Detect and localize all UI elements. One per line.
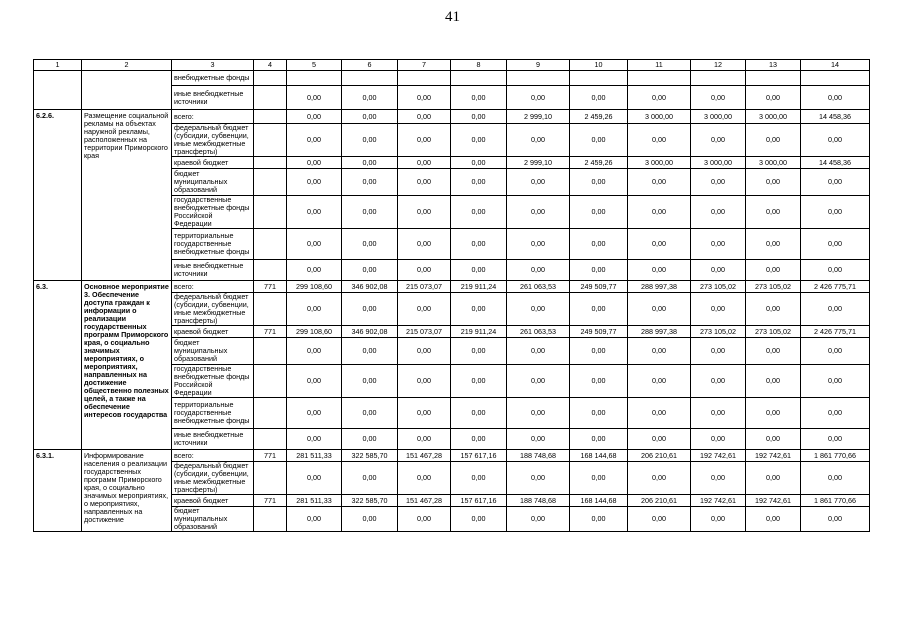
- value-cell: 0,00: [570, 507, 628, 532]
- grbs-code: 771: [254, 281, 287, 293]
- grbs-code: [254, 260, 287, 281]
- value-cell: 1 861 770,66: [801, 450, 870, 462]
- value-cell: 0,00: [507, 86, 570, 110]
- value-cell: 0,00: [691, 398, 746, 429]
- value-cell: 0,00: [287, 398, 342, 429]
- value-cell: 192 742,61: [746, 450, 801, 462]
- value-cell: 288 997,38: [628, 326, 691, 338]
- value-cell: 188 748,68: [507, 450, 570, 462]
- value-cell: 249 509,77: [570, 281, 628, 293]
- value-cell: 14 458,36: [801, 157, 870, 169]
- value-cell: 2 459,26: [570, 110, 628, 124]
- row-code: 6.3.: [34, 281, 82, 450]
- header-cell: 13: [746, 60, 801, 71]
- value-cell: 0,00: [801, 365, 870, 398]
- grbs-code: [254, 229, 287, 260]
- value-cell: 0,00: [691, 365, 746, 398]
- value-cell: 3 000,00: [746, 110, 801, 124]
- value-cell: 0,00: [801, 507, 870, 532]
- value-cell: 215 073,07: [398, 326, 451, 338]
- value-cell: 273 105,02: [746, 281, 801, 293]
- value-cell: 0,00: [628, 229, 691, 260]
- value-cell: 0,00: [746, 507, 801, 532]
- grbs-code: 771: [254, 495, 287, 507]
- value-cell: 0,00: [570, 124, 628, 157]
- value-cell: 0,00: [398, 338, 451, 365]
- header-cell: 5: [287, 60, 342, 71]
- funding-source: бюджет муниципальных образований: [172, 507, 254, 532]
- value-cell: 0,00: [801, 169, 870, 196]
- header-cell: 4: [254, 60, 287, 71]
- value-cell: [398, 71, 451, 86]
- value-cell: 0,00: [507, 507, 570, 532]
- value-cell: 0,00: [342, 124, 398, 157]
- value-cell: 0,00: [451, 398, 507, 429]
- value-cell: 261 063,53: [507, 281, 570, 293]
- value-cell: 0,00: [342, 398, 398, 429]
- value-cell: 0,00: [398, 398, 451, 429]
- funding-source: государственные внебюджетные фонды Российской Федерации: [172, 196, 254, 229]
- value-cell: 0,00: [451, 429, 507, 450]
- funding-source: краевой бюджет: [172, 157, 254, 169]
- value-cell: 0,00: [287, 196, 342, 229]
- value-cell: 0,00: [746, 229, 801, 260]
- grbs-code: [254, 169, 287, 196]
- grbs-code: [254, 507, 287, 532]
- value-cell: 0,00: [342, 157, 398, 169]
- grbs-code: [254, 71, 287, 86]
- value-cell: 0,00: [801, 462, 870, 495]
- value-cell: 0,00: [398, 169, 451, 196]
- value-cell: 2 426 775,71: [801, 326, 870, 338]
- value-cell: 0,00: [691, 229, 746, 260]
- value-cell: 0,00: [398, 507, 451, 532]
- value-cell: 2 426 775,71: [801, 281, 870, 293]
- value-cell: 3 000,00: [746, 157, 801, 169]
- value-cell: [342, 71, 398, 86]
- value-cell: 0,00: [570, 293, 628, 326]
- value-cell: 0,00: [801, 86, 870, 110]
- value-cell: 0,00: [507, 124, 570, 157]
- grbs-code: [254, 110, 287, 124]
- value-cell: 0,00: [342, 338, 398, 365]
- value-cell: 192 742,61: [691, 495, 746, 507]
- value-cell: 188 748,68: [507, 495, 570, 507]
- header-cell: 12: [691, 60, 746, 71]
- row-name: Размещение социальной рекламы на объектах наружной рекламы, расположенных на территории Приморского края: [82, 110, 172, 281]
- value-cell: 0,00: [801, 429, 870, 450]
- value-cell: 0,00: [342, 429, 398, 450]
- header-cell: 9: [507, 60, 570, 71]
- value-cell: 0,00: [342, 110, 398, 124]
- grbs-code: 771: [254, 450, 287, 462]
- table-row: [34, 450, 870, 462]
- value-cell: 0,00: [691, 196, 746, 229]
- funding-source: краевой бюджет: [172, 495, 254, 507]
- funding-source: федеральный бюджет (субсидии, субвенции, иные межбюджетные трансферты): [172, 462, 254, 495]
- value-cell: 0,00: [801, 260, 870, 281]
- value-cell: 0,00: [801, 338, 870, 365]
- value-cell: 0,00: [287, 229, 342, 260]
- value-cell: 0,00: [451, 260, 507, 281]
- value-cell: 0,00: [691, 507, 746, 532]
- value-cell: 151 467,28: [398, 450, 451, 462]
- value-cell: 0,00: [342, 86, 398, 110]
- value-cell: 0,00: [342, 507, 398, 532]
- value-cell: 219 911,24: [451, 281, 507, 293]
- value-cell: [570, 71, 628, 86]
- value-cell: 2 999,10: [507, 110, 570, 124]
- header-cell: 14: [801, 60, 870, 71]
- value-cell: 0,00: [628, 462, 691, 495]
- value-cell: 0,00: [507, 462, 570, 495]
- value-cell: 219 911,24: [451, 326, 507, 338]
- value-cell: 0,00: [801, 398, 870, 429]
- value-cell: 0,00: [398, 229, 451, 260]
- value-cell: 192 742,61: [691, 450, 746, 462]
- value-cell: 3 000,00: [628, 157, 691, 169]
- value-cell: 0,00: [570, 365, 628, 398]
- header-cell: 2: [82, 60, 172, 71]
- grbs-code: [254, 462, 287, 495]
- header-cell: 8: [451, 60, 507, 71]
- value-cell: 0,00: [570, 229, 628, 260]
- table-row: [34, 281, 870, 293]
- value-cell: 1 861 770,66: [801, 495, 870, 507]
- value-cell: 0,00: [287, 86, 342, 110]
- value-cell: 0,00: [398, 196, 451, 229]
- value-cell: 288 997,38: [628, 281, 691, 293]
- value-cell: 0,00: [628, 398, 691, 429]
- funding-source: государственные внебюджетные фонды Российской Федерации: [172, 365, 254, 398]
- value-cell: 0,00: [287, 507, 342, 532]
- funding-source: иные внебюджетные источники: [172, 86, 254, 110]
- header-cell: 10: [570, 60, 628, 71]
- value-cell: 0,00: [746, 338, 801, 365]
- value-cell: 0,00: [507, 293, 570, 326]
- value-cell: 0,00: [570, 169, 628, 196]
- value-cell: 0,00: [398, 86, 451, 110]
- value-cell: 206 210,61: [628, 450, 691, 462]
- value-cell: 3 000,00: [691, 110, 746, 124]
- value-cell: 0,00: [746, 398, 801, 429]
- value-cell: [801, 71, 870, 86]
- row-code: [34, 71, 82, 110]
- value-cell: 2 999,10: [507, 157, 570, 169]
- value-cell: 273 105,02: [691, 281, 746, 293]
- value-cell: 0,00: [287, 110, 342, 124]
- value-cell: 0,00: [451, 196, 507, 229]
- value-cell: 0,00: [451, 124, 507, 157]
- value-cell: 0,00: [287, 293, 342, 326]
- value-cell: 0,00: [746, 429, 801, 450]
- value-cell: 261 063,53: [507, 326, 570, 338]
- value-cell: 0,00: [570, 86, 628, 110]
- value-cell: 0,00: [691, 462, 746, 495]
- value-cell: 0,00: [398, 110, 451, 124]
- funding-source: всего:: [172, 110, 254, 124]
- value-cell: 0,00: [570, 462, 628, 495]
- value-cell: 0,00: [628, 429, 691, 450]
- header-row: [34, 60, 870, 71]
- value-cell: 0,00: [287, 169, 342, 196]
- value-cell: 0,00: [746, 293, 801, 326]
- table-row: [34, 110, 870, 124]
- header-cell: 7: [398, 60, 451, 71]
- value-cell: 0,00: [570, 196, 628, 229]
- value-cell: 0,00: [342, 229, 398, 260]
- row-name: Информирование населения о реализации государственных программ Приморского края, о социально значимых мероприятиях, о мероприятиях, направленных на достижение: [82, 450, 172, 532]
- row-name: [82, 71, 172, 110]
- value-cell: 0,00: [451, 293, 507, 326]
- value-cell: 0,00: [570, 260, 628, 281]
- row-code: 6.2.6.: [34, 110, 82, 281]
- value-cell: 0,00: [451, 157, 507, 169]
- value-cell: 0,00: [507, 260, 570, 281]
- value-cell: 3 000,00: [628, 110, 691, 124]
- value-cell: 299 108,60: [287, 326, 342, 338]
- value-cell: 0,00: [451, 462, 507, 495]
- value-cell: 192 742,61: [746, 495, 801, 507]
- grbs-code: [254, 124, 287, 157]
- value-cell: 0,00: [507, 196, 570, 229]
- value-cell: 151 467,28: [398, 495, 451, 507]
- funding-source: территориальные государственные внебюджетные фонды: [172, 229, 254, 260]
- value-cell: 0,00: [507, 429, 570, 450]
- value-cell: 0,00: [691, 124, 746, 157]
- value-cell: 0,00: [398, 429, 451, 450]
- value-cell: 0,00: [746, 196, 801, 229]
- value-cell: 346 902,08: [342, 281, 398, 293]
- value-cell: 0,00: [746, 462, 801, 495]
- value-cell: 281 511,33: [287, 450, 342, 462]
- value-cell: 0,00: [507, 229, 570, 260]
- value-cell: [507, 71, 570, 86]
- header-cell: 6: [342, 60, 398, 71]
- value-cell: 0,00: [342, 462, 398, 495]
- value-cell: 249 509,77: [570, 326, 628, 338]
- value-cell: 0,00: [287, 124, 342, 157]
- funding-source: иные внебюджетные источники: [172, 260, 254, 281]
- funding-source: бюджет муниципальных образований: [172, 338, 254, 365]
- value-cell: 0,00: [507, 398, 570, 429]
- value-cell: 0,00: [398, 365, 451, 398]
- funding-source: иные внебюджетные источники: [172, 429, 254, 450]
- value-cell: 273 105,02: [746, 326, 801, 338]
- value-cell: 2 459,26: [570, 157, 628, 169]
- value-cell: 0,00: [342, 293, 398, 326]
- value-cell: 0,00: [507, 169, 570, 196]
- value-cell: 0,00: [570, 338, 628, 365]
- value-cell: 0,00: [570, 398, 628, 429]
- value-cell: [287, 71, 342, 86]
- grbs-code: [254, 338, 287, 365]
- value-cell: 0,00: [507, 338, 570, 365]
- value-cell: 0,00: [398, 124, 451, 157]
- value-cell: 0,00: [628, 365, 691, 398]
- value-cell: 0,00: [628, 169, 691, 196]
- value-cell: 0,00: [801, 293, 870, 326]
- value-cell: 0,00: [287, 429, 342, 450]
- value-cell: 0,00: [628, 260, 691, 281]
- value-cell: 0,00: [691, 293, 746, 326]
- header-cell: 3: [172, 60, 254, 71]
- value-cell: 0,00: [451, 86, 507, 110]
- value-cell: 0,00: [628, 338, 691, 365]
- value-cell: 0,00: [691, 169, 746, 196]
- row-name: Основное мероприятие 3. Обеспечение доступа граждан к информации о реализации государственных программ Приморского края, о социально значимых мероприятиях, о мероприятиях, направленных на достижение общественно полезных целей, а также на обеспечение интересов государства: [82, 281, 172, 450]
- value-cell: 0,00: [801, 124, 870, 157]
- value-cell: 0,00: [451, 365, 507, 398]
- value-cell: 0,00: [342, 365, 398, 398]
- grbs-code: [254, 86, 287, 110]
- value-cell: 0,00: [342, 196, 398, 229]
- value-cell: 0,00: [746, 260, 801, 281]
- value-cell: 0,00: [398, 260, 451, 281]
- value-cell: 0,00: [746, 169, 801, 196]
- funding-source: федеральный бюджет (субсидии, субвенции, иные межбюджетные трансферты): [172, 293, 254, 326]
- value-cell: 0,00: [342, 260, 398, 281]
- value-cell: 206 210,61: [628, 495, 691, 507]
- header-cell: 11: [628, 60, 691, 71]
- value-cell: 0,00: [746, 124, 801, 157]
- value-cell: 322 585,70: [342, 495, 398, 507]
- funding-source: федеральный бюджет (субсидии, субвенции, иные межбюджетные трансферты): [172, 124, 254, 157]
- value-cell: 215 073,07: [398, 281, 451, 293]
- value-cell: 3 000,00: [691, 157, 746, 169]
- funding-source: всего:: [172, 281, 254, 293]
- value-cell: 0,00: [342, 169, 398, 196]
- grbs-code: 771: [254, 326, 287, 338]
- grbs-code: [254, 365, 287, 398]
- value-cell: [451, 71, 507, 86]
- header-cell: 1: [34, 60, 82, 71]
- value-cell: 168 144,68: [570, 495, 628, 507]
- value-cell: 0,00: [570, 429, 628, 450]
- value-cell: 0,00: [287, 260, 342, 281]
- budget-table: [33, 59, 870, 532]
- page-number: 41: [445, 9, 460, 25]
- value-cell: [746, 71, 801, 86]
- grbs-code: [254, 157, 287, 169]
- value-cell: 0,00: [691, 429, 746, 450]
- funding-source: всего:: [172, 450, 254, 462]
- value-cell: 0,00: [628, 507, 691, 532]
- value-cell: 0,00: [287, 157, 342, 169]
- value-cell: 0,00: [746, 86, 801, 110]
- value-cell: 0,00: [801, 196, 870, 229]
- value-cell: 168 144,68: [570, 450, 628, 462]
- value-cell: 0,00: [451, 507, 507, 532]
- value-cell: 0,00: [451, 338, 507, 365]
- value-cell: 0,00: [287, 365, 342, 398]
- value-cell: 0,00: [801, 229, 870, 260]
- value-cell: 0,00: [398, 293, 451, 326]
- value-cell: 0,00: [628, 196, 691, 229]
- grbs-code: [254, 196, 287, 229]
- value-cell: 0,00: [451, 169, 507, 196]
- value-cell: 157 617,16: [451, 495, 507, 507]
- value-cell: 0,00: [628, 86, 691, 110]
- value-cell: 0,00: [691, 338, 746, 365]
- value-cell: 281 511,33: [287, 495, 342, 507]
- value-cell: 273 105,02: [691, 326, 746, 338]
- value-cell: 346 902,08: [342, 326, 398, 338]
- value-cell: 322 585,70: [342, 450, 398, 462]
- row-code: 6.3.1.: [34, 450, 82, 532]
- value-cell: 0,00: [287, 338, 342, 365]
- value-cell: 14 458,36: [801, 110, 870, 124]
- value-cell: 0,00: [691, 260, 746, 281]
- value-cell: [691, 71, 746, 86]
- value-cell: 0,00: [746, 365, 801, 398]
- value-cell: 0,00: [398, 462, 451, 495]
- value-cell: [628, 71, 691, 86]
- funding-source: территориальные государственные внебюджетные фонды: [172, 398, 254, 429]
- grbs-code: [254, 429, 287, 450]
- value-cell: 157 617,16: [451, 450, 507, 462]
- table-row: [34, 71, 870, 86]
- grbs-code: [254, 293, 287, 326]
- value-cell: 299 108,60: [287, 281, 342, 293]
- value-cell: 0,00: [398, 157, 451, 169]
- value-cell: 0,00: [628, 124, 691, 157]
- funding-source: внебюджетные фонды: [172, 71, 254, 86]
- value-cell: 0,00: [628, 293, 691, 326]
- value-cell: 0,00: [451, 110, 507, 124]
- funding-source: краевой бюджет: [172, 326, 254, 338]
- value-cell: 0,00: [507, 365, 570, 398]
- grbs-code: [254, 398, 287, 429]
- table-body: [34, 60, 870, 532]
- funding-source: бюджет муниципальных образований: [172, 169, 254, 196]
- value-cell: 0,00: [287, 462, 342, 495]
- value-cell: 0,00: [691, 86, 746, 110]
- value-cell: 0,00: [451, 229, 507, 260]
